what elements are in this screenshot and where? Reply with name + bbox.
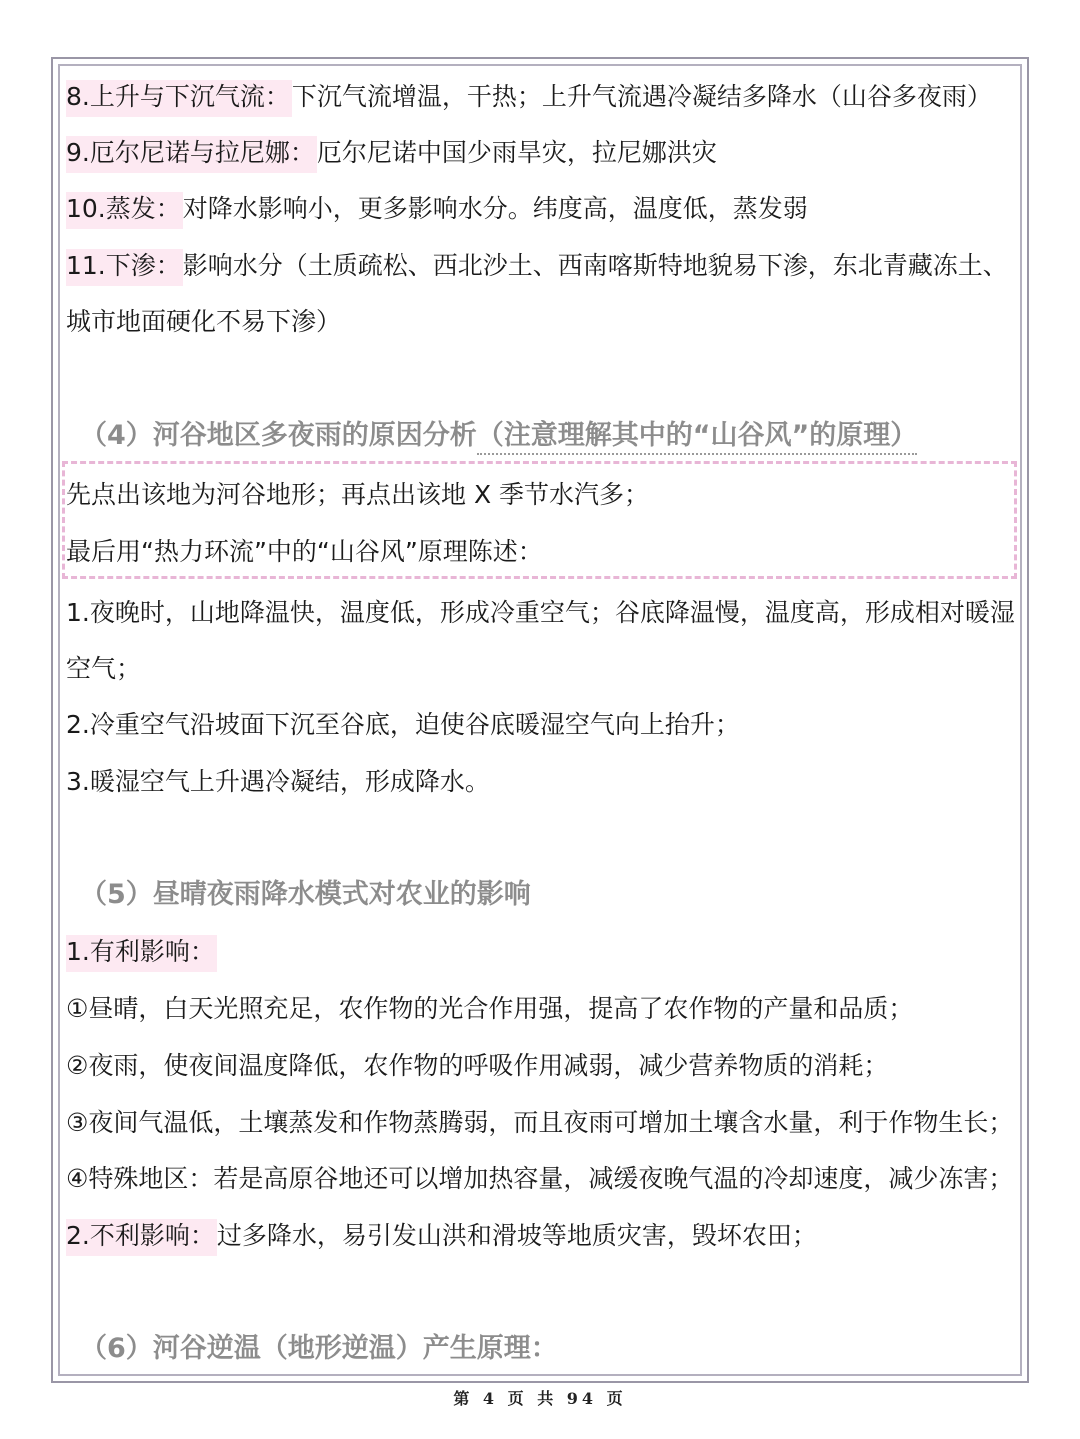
step-3: 3.暖湿空气上升遇冷凝结，形成降水。 <box>66 767 490 796</box>
harm-line <box>66 1219 817 1253</box>
item-10-label: 10.蒸发： <box>66 192 183 229</box>
step-2: 2.冷重空气沿坡面下沉至谷底，迫使谷底暖湿空气向上抬升； <box>66 710 740 739</box>
harm-text: 过多降水，易引发山洪和滑坡等地质灾害，毁坏农田； <box>216 1221 817 1250</box>
method-line-2: 最后用“热力环流”中的“山谷风”原理陈述： <box>66 537 543 566</box>
benefit-label-line <box>66 935 217 969</box>
benefit-3: ③夜间气温低，土壤蒸发和作物蒸腾弱，而且夜雨可增加土壤含水量，利于作物生长； <box>66 1108 1014 1137</box>
section-5-heading: （5）昼晴夜雨降水模式对农业的影响 <box>80 879 531 910</box>
harm-label: 2.不利影响： <box>66 1219 217 1256</box>
item-11-text: 影响水分（土质疏松、西北沙土、西南喀斯特地貌易下渗，东北青藏冻土、 <box>182 251 1008 280</box>
benefit-4: ④特殊地区：若是高原谷地还可以增加热容量，减缓夜晚气温的冷却速度，减少冻害； <box>66 1164 1014 1193</box>
item-9-text: 厄尔尼诺中国少雨旱灾，拉尼娜洪灾 <box>316 138 717 167</box>
step-1-continued: 空气； <box>66 654 142 683</box>
item-8-label: 8.上升与下沉气流： <box>66 80 292 117</box>
item-10-text: 对降水影响小，更多影响水分。纬度高，温度低，蒸发弱 <box>182 194 808 223</box>
section-6-heading: （6）河谷逆温（地形逆温）产生原理： <box>80 1333 558 1364</box>
benefit-label: 1.有利影响： <box>66 935 217 972</box>
section-4-heading <box>80 418 917 454</box>
item-11-label: 11.下渗： <box>66 249 183 286</box>
item-8-text: 下沉气流增温，干热；上升气流遇冷凝结多降水（山谷多夜雨） <box>291 82 992 111</box>
item-11 <box>66 249 1008 283</box>
item-9 <box>66 136 717 170</box>
section-4-heading-note: （注意理解其中的“山谷风”的原理） <box>477 420 918 455</box>
method-line-1: 先点出该地为河谷地形；再点出该地 X 季节水汽多； <box>66 480 650 509</box>
item-9-label: 9.厄尔尼诺与拉尼娜： <box>66 136 317 173</box>
benefit-1: ①昼晴，白天光照充足，农作物的光合作用强，提高了农作物的产量和品质； <box>66 994 914 1023</box>
page-footer: 第 4 页 共 94 页 <box>453 1389 627 1408</box>
item-11-continued: 城市地面硬化不易下渗） <box>66 307 342 336</box>
step-1: 1.夜晚时，山地降温快，温度低，形成冷重空气；谷底降温慢，温度高，形成相对暖湿 <box>66 598 1015 627</box>
benefit-2: ②夜雨，使夜间温度降低，农作物的呼吸作用减弱，减少营养物质的消耗； <box>66 1051 889 1080</box>
item-8 <box>66 80 992 114</box>
section-4-heading-prefix: （4）河谷地区多夜雨的原因分析 <box>80 420 477 451</box>
item-10 <box>66 192 808 226</box>
